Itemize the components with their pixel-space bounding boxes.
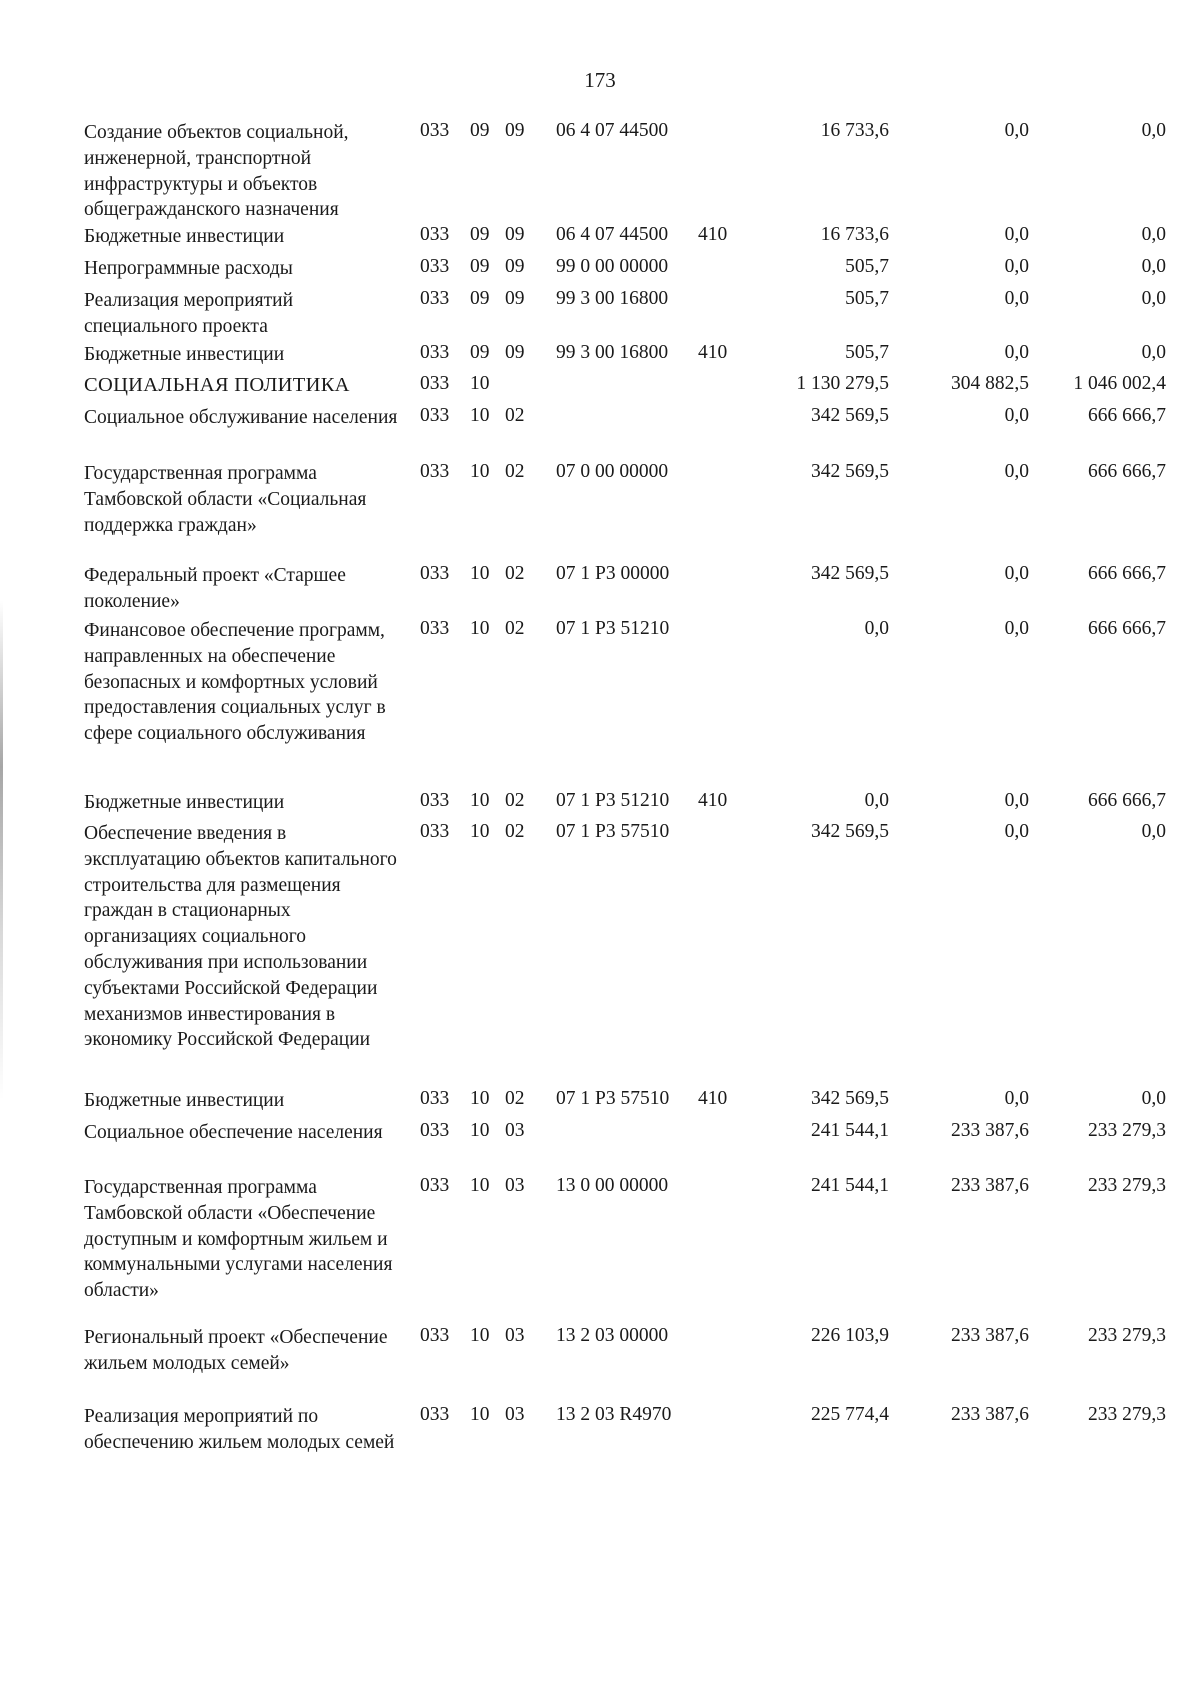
row-name: Социальное обслуживание населения [84, 407, 398, 428]
page-number: 173 [584, 68, 616, 92]
row-rz: 09 [470, 256, 490, 277]
row-value-1: 505,7 [845, 288, 889, 309]
section-title: СОЦИАЛЬНАЯ ПОЛИТИКА [84, 374, 350, 396]
row-value-2: 233 387,6 [951, 1325, 1029, 1346]
row-value-1: 1 130 279,5 [796, 373, 889, 394]
row-rz: 10 [470, 1404, 490, 1425]
row-vr: 410 [698, 790, 728, 811]
row-value-3: 666 666,7 [1088, 563, 1166, 584]
row-rz: 10 [470, 618, 490, 639]
row-pr: 09 [505, 288, 525, 309]
row-value-2: 0,0 [1004, 120, 1029, 141]
row-value-1: 342 569,5 [811, 563, 889, 584]
row-name: Бюджетные инвестиции [84, 344, 285, 365]
row-value-1: 226 103,9 [811, 1325, 889, 1346]
row-value-2: 233 387,6 [951, 1404, 1029, 1425]
row-pr: 02 [505, 563, 525, 584]
row-vr: 410 [698, 1088, 728, 1109]
row-cs: 13 2 03 R4970 [556, 1404, 672, 1425]
row-pr: 09 [505, 342, 525, 363]
row-pr: 09 [505, 256, 525, 277]
row-cs: 07 0 00 00000 [556, 461, 669, 482]
row-gr: 033 [420, 618, 450, 639]
row-gr: 033 [420, 1404, 450, 1425]
row-cs: 07 1 P3 51210 [556, 790, 670, 811]
row-pr: 03 [505, 1325, 525, 1346]
row-name: Региональный проект «Обеспечение жильем молодых семей» [84, 1327, 388, 1374]
row-pr: 02 [505, 790, 525, 811]
row-gr: 033 [420, 405, 450, 426]
row-value-3: 233 279,3 [1088, 1404, 1166, 1425]
row-gr: 033 [420, 373, 450, 394]
row-name: Государственная программа Тамбовской области «Социальная поддержка граждан» [84, 463, 367, 536]
row-pr: 09 [505, 120, 525, 141]
row-value-2: 0,0 [1004, 1088, 1029, 1109]
row-pr: 02 [505, 461, 525, 482]
row-value-1: 16 733,6 [820, 224, 889, 245]
row-name: Обеспечение введения в эксплуатацию объектов капитального строительства для размещения граждан в стационарных организациях социального обслуживания при использовании субъектами Российской Федерации механизмов инвестирования в экономику Российской Федерации [84, 823, 397, 1051]
row-value-3: 233 279,3 [1088, 1325, 1166, 1346]
row-gr: 033 [420, 1175, 450, 1196]
row-value-3: 0,0 [1141, 821, 1166, 842]
row-pr: 02 [505, 821, 525, 842]
row-rz: 10 [470, 461, 490, 482]
row-vr: 410 [698, 342, 728, 363]
row-value-3: 666 666,7 [1088, 790, 1166, 811]
row-gr: 033 [420, 790, 450, 811]
row-name: Бюджетные инвестиции [84, 1090, 285, 1111]
row-gr: 033 [420, 563, 450, 584]
row-value-3: 666 666,7 [1088, 618, 1166, 639]
row-name: Создание объектов социальной, инженерной, транспортной инфраструктуры и объектов общегражданского назначения [84, 122, 349, 221]
row-cs: 07 1 P3 51210 [556, 618, 670, 639]
row-value-2: 0,0 [1004, 563, 1029, 584]
row-value-3: 666 666,7 [1088, 405, 1166, 426]
row-value-1: 16 733,6 [820, 120, 889, 141]
row-rz: 10 [470, 1175, 490, 1196]
row-gr: 033 [420, 1088, 450, 1109]
row-rz: 10 [470, 563, 490, 584]
row-rz: 10 [470, 821, 490, 842]
row-value-2: 0,0 [1004, 618, 1029, 639]
row-pr: 02 [505, 405, 525, 426]
row-gr: 033 [420, 256, 450, 277]
row-value-1: 342 569,5 [811, 461, 889, 482]
row-value-3: 233 279,3 [1088, 1120, 1166, 1141]
row-rz: 09 [470, 342, 490, 363]
row-cs: 13 2 03 00000 [556, 1325, 669, 1346]
row-value-3: 0,0 [1141, 288, 1166, 309]
row-value-1: 225 774,4 [811, 1404, 889, 1425]
row-cs: 99 0 00 00000 [556, 256, 669, 277]
row-rz: 09 [470, 288, 490, 309]
row-name: Бюджетные инвестиции [84, 792, 285, 813]
row-pr: 02 [505, 1088, 525, 1109]
row-rz: 09 [470, 224, 490, 245]
row-cs: 06 4 07 44500 [556, 224, 669, 245]
row-pr: 03 [505, 1120, 525, 1141]
row-cs: 07 1 P3 57510 [556, 1088, 670, 1109]
row-value-2: 0,0 [1004, 790, 1029, 811]
row-gr: 033 [420, 342, 450, 363]
row-gr: 033 [420, 1325, 450, 1346]
row-value-1: 342 569,5 [811, 1088, 889, 1109]
row-name: Федеральный проект «Старшее поколение» [84, 565, 346, 612]
row-name: Социальное обеспечение населения [84, 1122, 383, 1143]
row-value-2: 0,0 [1004, 256, 1029, 277]
row-name: Реализация мероприятий по обеспечению жильем молодых семей [84, 1406, 395, 1453]
row-value-1: 0,0 [864, 790, 889, 811]
row-gr: 033 [420, 288, 450, 309]
row-name: Реализация мероприятий специального проекта [84, 290, 294, 337]
row-pr: 09 [505, 224, 525, 245]
row-rz: 09 [470, 120, 490, 141]
row-value-3: 0,0 [1141, 256, 1166, 277]
row-value-2: 0,0 [1004, 461, 1029, 482]
row-pr: 03 [505, 1175, 525, 1196]
row-rz: 10 [470, 790, 490, 811]
row-rz: 10 [470, 1088, 490, 1109]
row-name: Государственная программа Тамбовской области «Обеспечение доступным и комфортным жильем и коммунальными услугами населения области» [84, 1177, 393, 1302]
row-value-1: 342 569,5 [811, 405, 889, 426]
row-gr: 033 [420, 224, 450, 245]
row-cs: 99 3 00 16800 [556, 342, 669, 363]
row-value-3: 0,0 [1141, 120, 1166, 141]
row-value-2: 233 387,6 [951, 1120, 1029, 1141]
row-value-1: 0,0 [864, 618, 889, 639]
row-name: Бюджетные инвестиции [84, 226, 285, 247]
row-rz: 10 [470, 373, 490, 394]
row-cs: 07 1 P3 57510 [556, 821, 670, 842]
row-value-2: 0,0 [1004, 342, 1029, 363]
row-gr: 033 [420, 120, 450, 141]
row-vr: 410 [698, 224, 728, 245]
row-value-2: 0,0 [1004, 821, 1029, 842]
row-cs: 07 1 P3 00000 [556, 563, 670, 584]
row-cs: 13 0 00 00000 [556, 1175, 669, 1196]
scan-edge-shadow [0, 600, 3, 1100]
row-pr: 03 [505, 1404, 525, 1425]
row-gr: 033 [420, 461, 450, 482]
row-value-3: 1 046 002,4 [1073, 373, 1166, 394]
row-rz: 10 [470, 1325, 490, 1346]
row-rz: 10 [470, 1120, 490, 1141]
row-value-1: 505,7 [845, 256, 889, 277]
row-gr: 033 [420, 1120, 450, 1141]
row-value-1: 342 569,5 [811, 821, 889, 842]
row-value-2: 304 882,5 [951, 373, 1029, 394]
row-value-2: 233 387,6 [951, 1175, 1029, 1196]
row-value-1: 241 544,1 [811, 1120, 889, 1141]
row-value-3: 233 279,3 [1088, 1175, 1166, 1196]
row-value-2: 0,0 [1004, 288, 1029, 309]
row-name: Финансовое обеспечение программ, направленных на обеспечение безопасных и комфортных условий предоставления социальных услуг в сфере социального обслуживания [84, 620, 386, 745]
row-rz: 10 [470, 405, 490, 426]
row-cs: 06 4 07 44500 [556, 120, 669, 141]
row-value-3: 0,0 [1141, 1088, 1166, 1109]
row-value-3: 0,0 [1141, 342, 1166, 363]
row-pr: 02 [505, 618, 525, 639]
row-value-2: 0,0 [1004, 405, 1029, 426]
row-name: Непрограммные расходы [84, 258, 293, 279]
row-cs: 99 3 00 16800 [556, 288, 669, 309]
row-value-1: 241 544,1 [811, 1175, 889, 1196]
row-gr: 033 [420, 821, 450, 842]
row-value-2: 0,0 [1004, 224, 1029, 245]
row-value-3: 666 666,7 [1088, 461, 1166, 482]
row-value-1: 505,7 [845, 342, 889, 363]
row-value-3: 0,0 [1141, 224, 1166, 245]
